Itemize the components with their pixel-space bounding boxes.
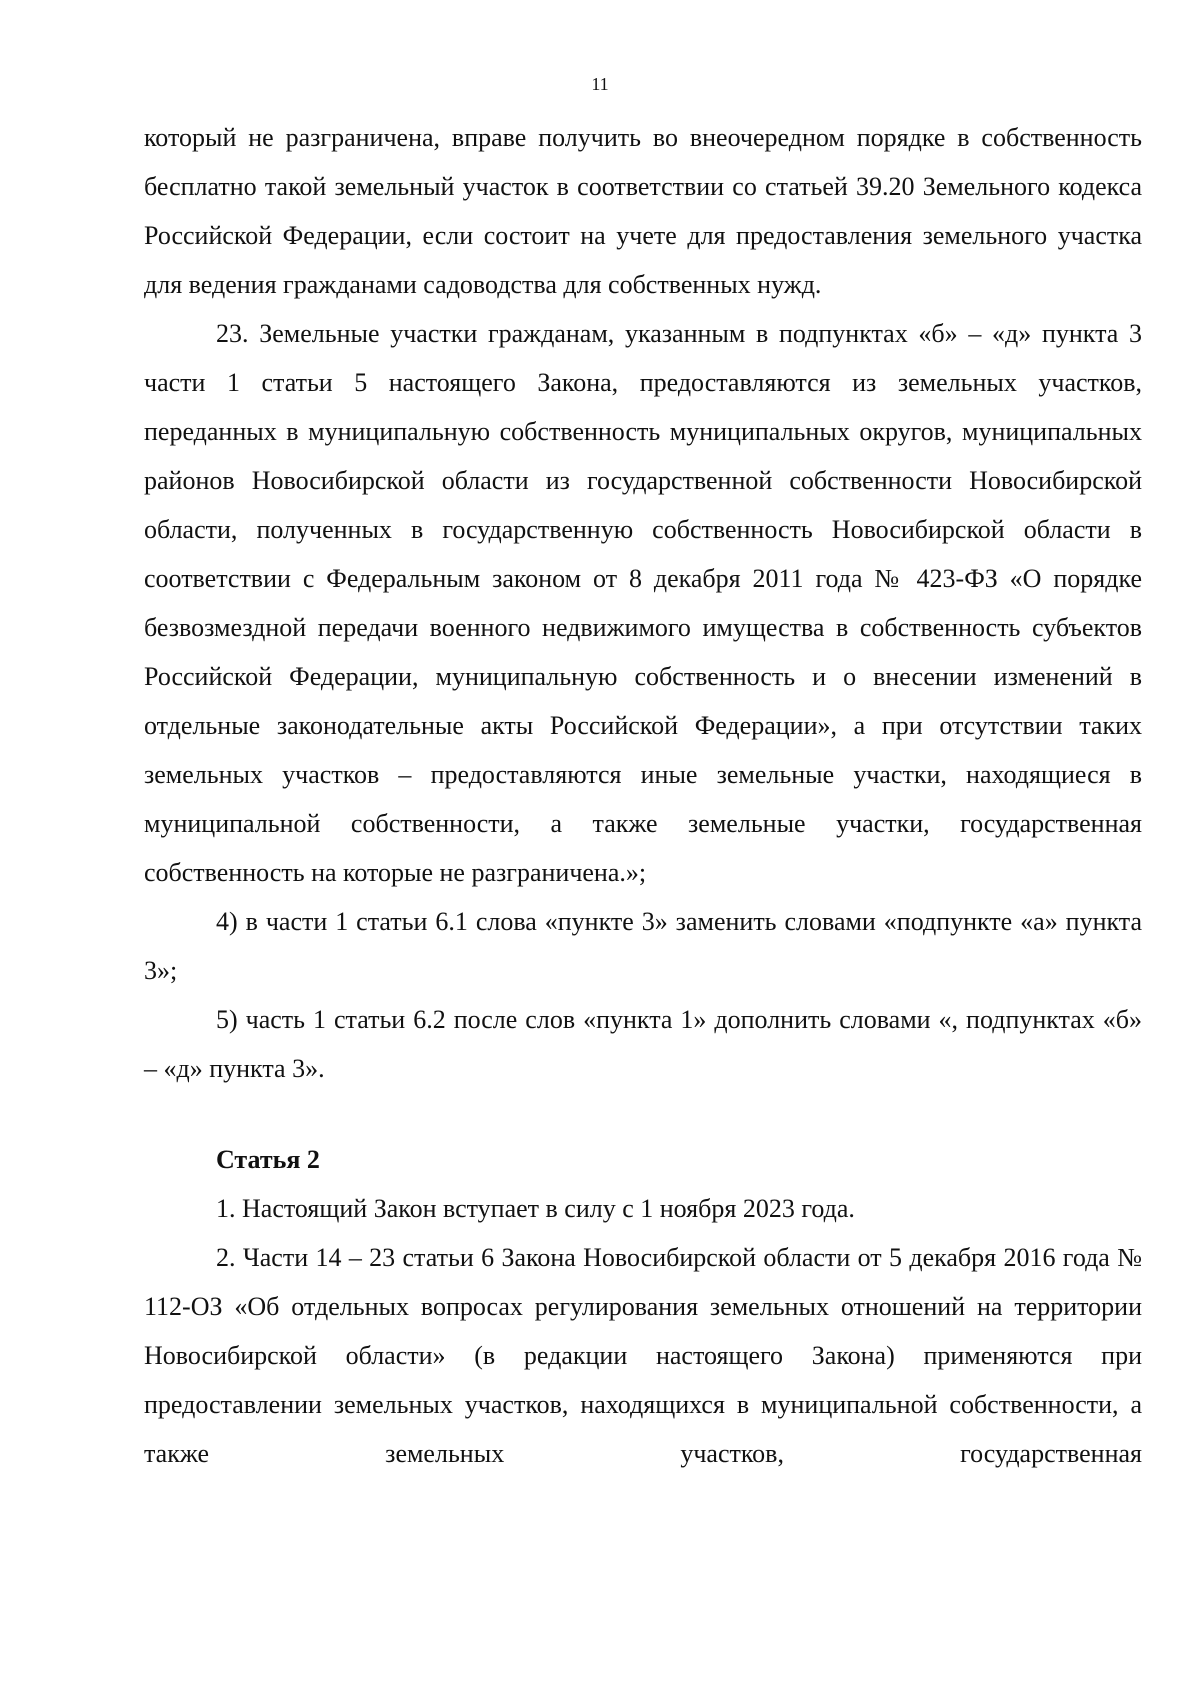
- article-heading: Статья 2: [216, 1145, 320, 1174]
- article-paragraph-1: 1. Настоящий Закон вступает в силу с 1 ноября 2023 года.: [216, 1194, 855, 1223]
- page-number: 11: [591, 74, 609, 94]
- article-paragraph-2: 2. Части 14 – 23 статьи 6 Закона Новосибирской области от 5 декабря 2016 года № 112-ОЗ «Об отдельных вопросах регулирования земельных отношений на территории Новосибирской области» (в редакции настоящего Закона) применяются при предоставлении земельных участков, находящихся в муниципальной собственности, а также земельных участков, государственная: [144, 1243, 1142, 1468]
- document-body: [144, 113, 1142, 1478]
- paragraph-item-23: 23. Земельные участки гражданам, указанным в подпунктах «б» – «д» пункта 3 части 1 статьи 5 настоящего Закона, предоставляются из земельных участков, переданных в муниципальную собственность муниципальных округов, муниципальных районов Новосибирской области из государственной собственности Новосибирской области, полученных в государственную собственность Новосибирской области в соответствии с Федеральным законом от 8 декабря 2011 года № 423-ФЗ «О порядке безвозмездной передачи военного недвижимого имущества в собственность субъектов Российской Федерации, муниципальную собственность и о внесении изменений в отдельные законодательные акты Российской Федерации», а при отсутствии таких земельных участков – предоставляются иные земельные участки, находящиеся в муниципальной собственности, а также земельные участки, государственная собственность на которые не разграничена.»;: [144, 319, 1142, 887]
- paragraph-continuation: который не разграничена, вправе получить во внеочередном порядке в собственность бесплатно такой земельный участок в соответствии со статьей 39.20 Земельного кодекса Российской Федерации, если состоит на учете для предоставления земельного участка для ведения гражданами садоводства для собственных нужд.: [144, 123, 1142, 299]
- paragraph-item-4: 4) в части 1 статьи 6.1 слова «пункте 3» заменить словами «подпункте «а» пункта 3»;: [144, 907, 1142, 985]
- paragraph-item-5: 5) часть 1 статьи 6.2 после слов «пункта 1» дополнить словами «, подпунктах «б» – «д» пункта 3».: [144, 1005, 1142, 1083]
